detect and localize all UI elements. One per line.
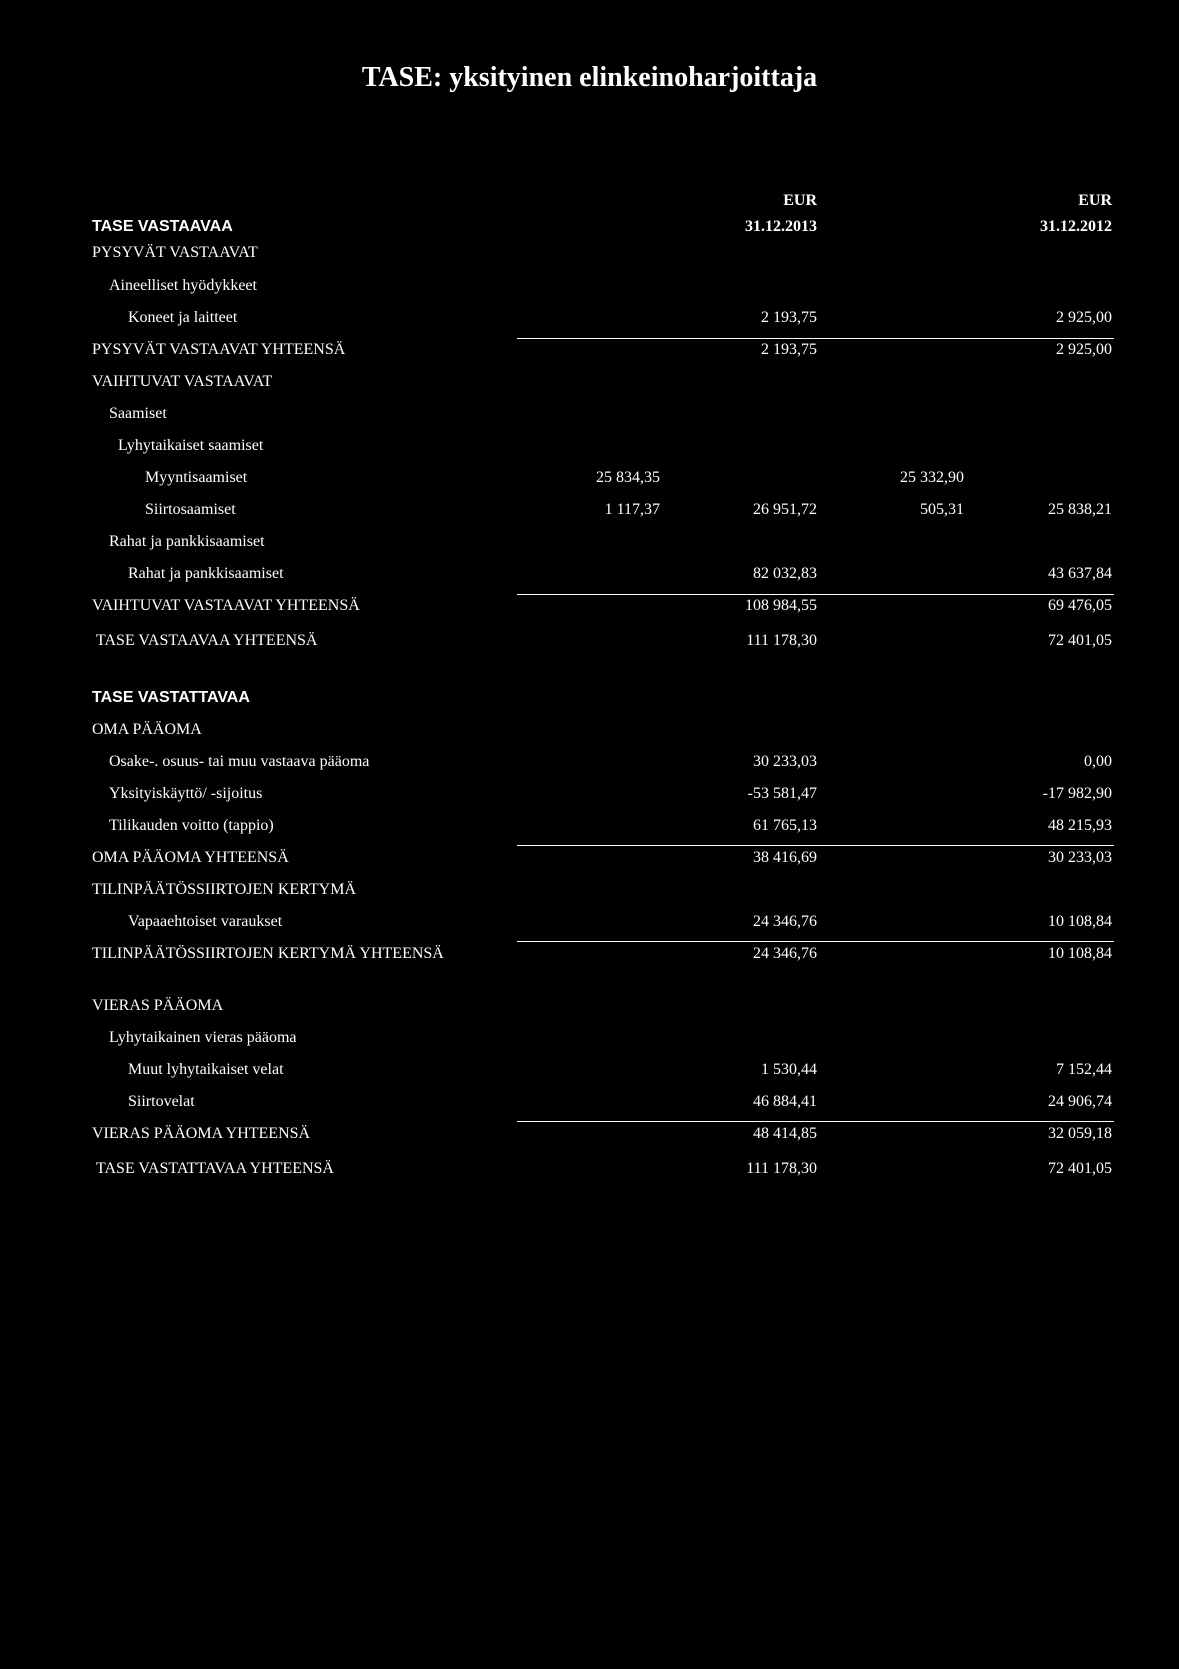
row-value-c2: 38 416,69 bbox=[753, 849, 817, 866]
table-row bbox=[0, 405, 1179, 427]
row-label: Yksityiskäyttö/ -sijoitus bbox=[109, 785, 263, 802]
currency-header-2013: EUR bbox=[783, 192, 817, 209]
row-label: OMA PÄÄOMA bbox=[92, 721, 202, 738]
row-label: Siirtosaamiset bbox=[145, 501, 236, 518]
row-value-c2: 111 178,30 bbox=[746, 632, 817, 649]
table-row bbox=[0, 373, 1179, 395]
row-value-c2: 82 032,83 bbox=[753, 565, 817, 582]
row-label: VAIHTUVAT VASTAAVAT bbox=[92, 373, 273, 390]
row-value-c2: 26 951,72 bbox=[753, 501, 817, 518]
document-title: TASE: yksityinen elinkeinoharjoittaja bbox=[361, 62, 818, 93]
row-value-c2: 46 884,41 bbox=[753, 1093, 817, 1110]
row-value-c2: 48 414,85 bbox=[753, 1125, 817, 1142]
table-row bbox=[0, 913, 1179, 935]
table-row bbox=[0, 309, 1179, 331]
row-label: Tilikauden voitto (tappio) bbox=[109, 817, 274, 834]
row-label: TASE VASTAAVAA YHTEENSÄ bbox=[96, 632, 318, 649]
table-row bbox=[0, 469, 1179, 491]
row-label: Muut lyhytaikaiset velat bbox=[128, 1061, 284, 1078]
row-label: Rahat ja pankkisaamiset bbox=[128, 565, 284, 582]
subtotal-rule bbox=[517, 845, 1114, 846]
assets-heading: TASE VASTAAVAA bbox=[92, 218, 233, 235]
row-value-c4: -17 982,90 bbox=[1042, 785, 1112, 802]
row-label: Osake-. osuus- tai muu vastaava pääoma bbox=[109, 753, 370, 770]
row-value-c2: 108 984,55 bbox=[745, 597, 817, 614]
row-label: Siirtovelat bbox=[128, 1093, 195, 1110]
table-row bbox=[0, 785, 1179, 807]
table-row bbox=[0, 632, 1179, 654]
row-value-c2: 24 346,76 bbox=[753, 913, 817, 930]
table-row bbox=[0, 533, 1179, 555]
row-value-c4: 72 401,05 bbox=[1048, 1160, 1112, 1177]
row-value-c4: 7 152,44 bbox=[1056, 1061, 1112, 1078]
row-label: TILINPÄÄTÖSSIIRTOJEN KERTYMÄ YHTEENSÄ bbox=[92, 945, 444, 962]
table-row bbox=[0, 277, 1179, 299]
row-value-c4: 48 215,93 bbox=[1048, 817, 1112, 834]
row-label: VIERAS PÄÄOMA bbox=[92, 997, 224, 1014]
row-value-c3: 25 332,90 bbox=[900, 469, 964, 486]
row-label: Vapaaehtoiset varaukset bbox=[128, 913, 283, 930]
table-row bbox=[0, 817, 1179, 839]
row-label: Rahat ja pankkisaamiset bbox=[109, 533, 265, 550]
row-value-c4: 25 838,21 bbox=[1048, 501, 1112, 518]
date-header-2012: 31.12.2012 bbox=[1040, 218, 1112, 235]
table-row bbox=[0, 1029, 1179, 1051]
table-row bbox=[0, 753, 1179, 775]
subtotal-rule bbox=[517, 338, 1114, 339]
row-value-c2: 24 346,76 bbox=[753, 945, 817, 962]
row-value-c1: 25 834,35 bbox=[596, 469, 660, 486]
row-value-c2: 2 193,75 bbox=[761, 309, 817, 326]
row-value-c4: 43 637,84 bbox=[1048, 565, 1112, 582]
row-value-c4: 69 476,05 bbox=[1048, 597, 1112, 614]
row-value-c4: 2 925,00 bbox=[1056, 341, 1112, 358]
row-label: Lyhytaikaiset saamiset bbox=[118, 437, 264, 454]
table-row bbox=[0, 1160, 1179, 1182]
row-value-c4: 24 906,74 bbox=[1048, 1093, 1112, 1110]
table-row bbox=[0, 721, 1179, 743]
subtotal-rule bbox=[517, 1121, 1114, 1122]
table-row bbox=[0, 341, 1179, 363]
table-row bbox=[0, 565, 1179, 587]
row-value-c4: 72 401,05 bbox=[1048, 632, 1112, 649]
table-row bbox=[0, 997, 1179, 1019]
row-label: Koneet ja laitteet bbox=[128, 309, 238, 326]
row-label: Aineelliset hyödykkeet bbox=[109, 277, 257, 294]
currency-header-2012: EUR bbox=[1078, 192, 1112, 209]
row-value-c4: 30 233,03 bbox=[1048, 849, 1112, 866]
table-row bbox=[0, 849, 1179, 871]
row-label: VIERAS PÄÄOMA YHTEENSÄ bbox=[92, 1125, 311, 1142]
row-value-c4: 10 108,84 bbox=[1048, 945, 1112, 962]
liabilities-heading: TASE VASTATTAVAA bbox=[92, 689, 250, 706]
table-row bbox=[0, 437, 1179, 459]
row-value-c4: 2 925,00 bbox=[1056, 309, 1112, 326]
row-value-c2: 111 178,30 bbox=[746, 1160, 817, 1177]
row-label: OMA PÄÄOMA YHTEENSÄ bbox=[92, 849, 289, 866]
row-value-c4: 10 108,84 bbox=[1048, 913, 1112, 930]
row-value-c2: 61 765,13 bbox=[753, 817, 817, 834]
row-label: Saamiset bbox=[109, 405, 167, 422]
row-label: TILINPÄÄTÖSSIIRTOJEN KERTYMÄ bbox=[92, 881, 356, 898]
table-row bbox=[0, 1125, 1179, 1147]
subtotal-rule bbox=[517, 594, 1114, 595]
table-row bbox=[0, 597, 1179, 619]
row-value-c2: 1 530,44 bbox=[761, 1061, 817, 1078]
table-row bbox=[0, 1061, 1179, 1083]
row-label: PYSYVÄT VASTAAVAT bbox=[92, 244, 258, 261]
table-row bbox=[0, 881, 1179, 903]
table-row bbox=[0, 1093, 1179, 1115]
row-label: TASE VASTATTAVAA YHTEENSÄ bbox=[96, 1160, 334, 1177]
row-value-c4: 0,00 bbox=[1084, 753, 1112, 770]
row-value-c3: 505,31 bbox=[920, 501, 964, 518]
row-label: PYSYVÄT VASTAAVAT YHTEENSÄ bbox=[92, 341, 346, 358]
row-value-c2: -53 581,47 bbox=[747, 785, 817, 802]
table-row bbox=[0, 945, 1179, 967]
row-label: VAIHTUVAT VASTAAVAT YHTEENSÄ bbox=[92, 597, 360, 614]
subtotal-rule bbox=[517, 941, 1114, 942]
row-label: Lyhytaikainen vieras pääoma bbox=[109, 1029, 297, 1046]
row-value-c2: 2 193,75 bbox=[761, 341, 817, 358]
row-value-c4: 32 059,18 bbox=[1048, 1125, 1112, 1142]
table-row bbox=[0, 501, 1179, 523]
date-header-2013: 31.12.2013 bbox=[745, 218, 817, 235]
row-value-c2: 30 233,03 bbox=[753, 753, 817, 770]
row-label: Myyntisaamiset bbox=[145, 469, 248, 486]
row-value-c1: 1 117,37 bbox=[604, 501, 660, 518]
table-row bbox=[0, 244, 1179, 266]
